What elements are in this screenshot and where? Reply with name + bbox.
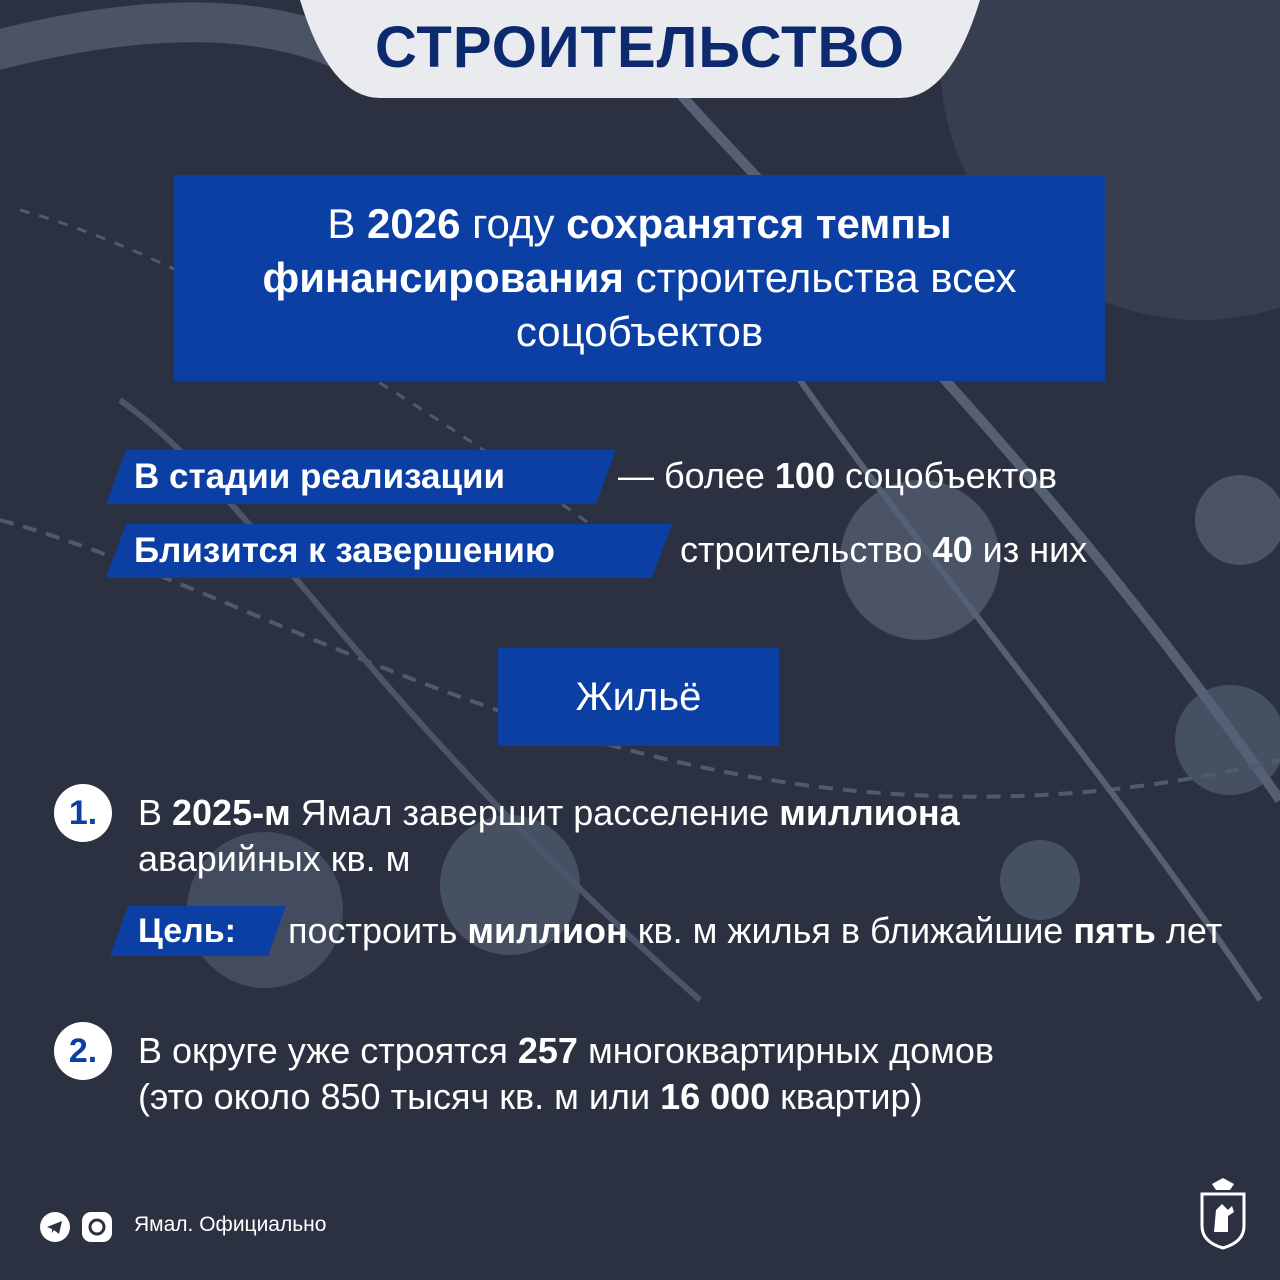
item-number: 1. bbox=[54, 784, 112, 842]
list-item: В округе уже строятся 257 многоквартирных домов (это около 850 тысяч кв. м или 16 000 квартир) bbox=[138, 1030, 995, 1117]
max-messenger-icon[interactable] bbox=[82, 1212, 112, 1242]
goal-text: построить миллион кв. м жилья в ближайшие пять лет bbox=[288, 910, 1223, 951]
channel-name: Ямал. Официально bbox=[134, 1213, 327, 1236]
stat-value: строительство 40 из них bbox=[680, 529, 1088, 570]
bg-circle bbox=[1195, 475, 1280, 565]
stat-label: Близится к завершению bbox=[134, 531, 555, 570]
goal-label: Цель: bbox=[138, 912, 236, 950]
hero-text: В 2026 году сохранятся темпы финансирования строительства всех соцобъектов bbox=[262, 200, 1017, 355]
telegram-icon[interactable] bbox=[40, 1212, 70, 1242]
page-title: СТРОИТЕЛЬСТВО bbox=[374, 15, 906, 80]
stat-label: В стадии реализации bbox=[134, 457, 506, 496]
coat-of-arms-icon bbox=[1194, 1176, 1252, 1252]
item-number: 2. bbox=[54, 1022, 112, 1080]
list-item: В 2025-м Ямал завершит расселение миллиона аварийных кв. м bbox=[138, 792, 960, 879]
stat-value: — более 100 соцобъектов bbox=[618, 455, 1057, 496]
section-title: Жильё bbox=[498, 648, 779, 746]
hero-box bbox=[174, 175, 1105, 381]
